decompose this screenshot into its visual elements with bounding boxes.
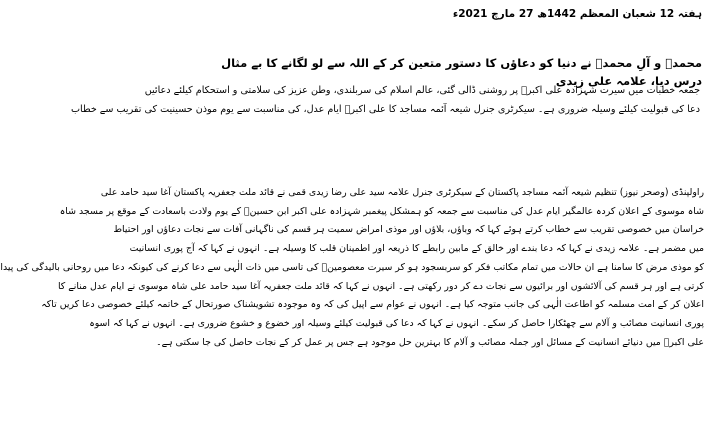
body-line: کو موذی مرض کا سامنا ہے ان حالات میں تمام مکاتب فکر کو سربسجود ہو کر سیرت معصومینؑ کی تاسی میں ذات الٰہی سے دعا کرنے کی کیونکہ دعا میں روحانی بالیدگی کی پیدا [0,261,704,273]
body-line: میں مضمر ہے۔ علامہ زیدی نے کہا کہ دعا بندے اور خالق کے مابین رابطے کا ذریعہ اور اطمینان قلب کا وسیلہ ہے۔ انہوں نے کہا کہ آج پوری انسانیت [129,243,704,255]
article-subheading [71,82,700,119]
body-line: پوری انسانیت مصائب و آلام سے چھٹکارا حاصل کر سکے۔ انہوں نے کہا کہ دعا کی قبولیت کیلئے وسیلہ اور خضوع و خشوع ضروری ہے۔ انہوں نے کہا کہ اسوہ [89,317,704,329]
body-line: علی اکبرؑ میں دنیائے انسانیت کے مسائل اور جملہ مصائب و آلام کا بہترین حل موجود ہے جس پر عمل کر کے نجات حاصل کی جا سکتی ہے۔ [156,336,704,348]
article-body [0,184,704,352]
body-line: راولپنڈی (وصحر نیوز) تنظیم شیعہ آئمہ مساجد پاکستان کے سیکرٹری جنرل علامہ سید علی رضا زیدی قمی نے قائد ملت جعفریہ پاکستان آغا سید حامد علی [100,187,704,198]
subheading-line: دعا کی قبولیت کیلئے وسیلہ ضروری ہے۔ سیکرٹری جنرل شیعہ آئمہ مساجد کا علی اکبرؑ ایام عدل، کی مناسبت سے یوم موذن حسینیت کی تقریب سے خطاب [71,103,700,115]
body-line: اعلان کر کے امت مسلمہ کو اطاعت الٰہی کی جانب متوجہ کیا ہے۔ انہوں نے عوام سے اپیل کی کہ وہ موجودہ تشویشناک صورتحال کے خاتمہ کیلئے خصوصی دعا کریں تاکہ [41,299,704,311]
subheading-line: جمعہ خطبات میں سیرت شہزادہ علی اکبرؑ پر روشنی ڈالی گئی، عالم اسلام کی سربلندی، وطن عزیز کی سلامتی و استحکام کیلئے دعائیں [144,85,700,96]
body-line: کرتی ہے اور ہر قسم کی آلائشوں اور برائیوں سے نجات دے کر دور رکھتی ہے۔ انہوں نے کہا کہ قائد ملت جعفریہ آغا سید حامد علی شاہ موسوی نے ایام عدل منانے کا [57,280,704,292]
dateline: ہفتہ 12 شعبان المعظم 1442ھ 27 مارچ 2021ء [452,8,702,20]
body-line: خراسان میں خصوصی تقریب سے خطاب کرتے ہوئے کہا کہ وباؤں، بلاؤں اور موذی امراض سمیت ہر قسم کی ناگہانی آفات سے نجات دعاؤں اور احتیاط [113,224,704,236]
body-line: شاہ موسوی کے اعلان کردہ عالمگیر ایام عدل کی مناسبت سے جمعہ کو ہمشکل پیغمبر شہزادہ علی اکبر ابن حسینؑ کے یوم ولادت باسعادت کے موقع پر مسجد شاہ [59,205,704,217]
article-headline: محمدؐ و آلِ محمدؐ نے دنیا کو دعاؤں کا دستور متعین کر کے اللہ سے لو لگانے کا بے مثال درس دیا، علامہ علی زیدی [221,56,702,88]
